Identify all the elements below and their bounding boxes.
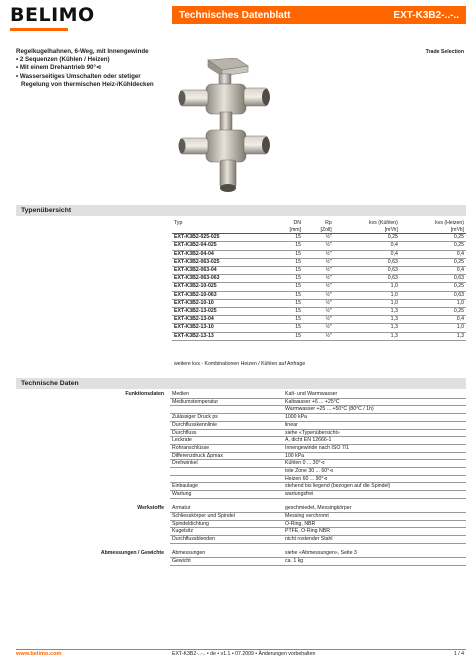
table-row	[172, 308, 466, 316]
table-row	[16, 558, 466, 566]
kvs-heizen-cell: 0,25	[400, 258, 466, 266]
table-row	[16, 475, 466, 483]
type-cell: EXT-K3B2-025-025	[172, 234, 272, 242]
kvs-heizen-cell: 0,25	[400, 308, 466, 316]
kvs-kuehlen-cell: 1,0	[334, 283, 400, 291]
dn-cell: 15	[272, 258, 303, 266]
property-label: Drehwinkel	[170, 460, 283, 468]
kvs-heizen-cell: 0,63	[400, 291, 466, 299]
kvs-kuehlen-cell: 1,3	[334, 316, 400, 324]
property-label: Abmessungen	[170, 550, 283, 557]
group-label	[16, 429, 170, 437]
dn-cell: 15	[272, 242, 303, 250]
property-label: Rohranschlüsse	[170, 444, 283, 452]
table-row	[16, 421, 466, 429]
table-row	[172, 299, 466, 307]
kvs-heizen-cell: 0,63	[400, 275, 466, 283]
property-label: Differenzdruck Δpmax	[170, 452, 283, 460]
types-table-body	[172, 234, 466, 341]
property-label: Leckrate	[170, 437, 283, 445]
property-value: siehe «Abmessungen», Seite 3	[283, 550, 466, 557]
col-unit-typ	[172, 227, 272, 234]
footer-divider	[16, 649, 466, 650]
property-value: PTFE, O-Ring NBR	[283, 528, 466, 536]
dn-cell: 15	[272, 291, 303, 299]
kvs-heizen-cell: 1,0	[400, 324, 466, 332]
type-cell: EXT-K3B2-063-063	[172, 275, 272, 283]
table-row	[16, 398, 466, 406]
kvs-kuehlen-cell: 0,63	[334, 267, 400, 275]
valve-product-image	[178, 58, 278, 198]
col-header-typ: Typ	[174, 220, 183, 226]
technical-data-body	[16, 391, 466, 565]
rp-cell: ½"	[303, 242, 334, 250]
rp-cell: ½"	[303, 250, 334, 258]
property-value: wartungsfrei	[283, 491, 466, 499]
table-row	[16, 528, 466, 536]
col-header-kvs-heizen: kvs (Heizen)	[435, 220, 464, 226]
table-row	[172, 283, 466, 291]
table-row	[16, 460, 466, 468]
table-row	[16, 452, 466, 460]
rp-cell: ½"	[303, 234, 334, 242]
col-unit-dn: [mm]	[272, 227, 303, 234]
property-value: geschmiedet, Messingkörper	[283, 505, 466, 512]
kvs-kuehlen-cell: 1,0	[334, 299, 400, 307]
dn-cell: 15	[272, 250, 303, 258]
kvs-heizen-cell: 0,25	[400, 242, 466, 250]
table-row	[172, 242, 466, 250]
dn-cell: 15	[272, 316, 303, 324]
group-label	[16, 406, 170, 414]
col-unit-rp: [Zoll]	[303, 227, 334, 234]
table-row	[16, 483, 466, 491]
group-label: Abmessungen / Gewichte	[100, 550, 164, 557]
table-row	[16, 505, 466, 512]
rp-cell: ½"	[303, 275, 334, 283]
rp-cell: ½"	[303, 299, 334, 307]
kvs-kuehlen-cell: 0,4	[334, 250, 400, 258]
property-label	[170, 475, 283, 483]
col-header-rp: Rp	[325, 220, 332, 226]
type-cell: EXT-K3B2-13-13	[172, 332, 272, 340]
dn-cell: 15	[272, 234, 303, 242]
property-value: nicht rostender Stahl	[283, 536, 466, 544]
kvs-heizen-cell: 0,4	[400, 316, 466, 324]
table-row	[16, 513, 466, 521]
group-label: Funktionsdaten	[125, 391, 164, 397]
kvs-heizen-cell: 0,25	[400, 234, 466, 242]
section-technische-daten: Technische Daten	[16, 378, 466, 389]
group-label	[16, 513, 170, 521]
type-cell: EXT-K3B2-13-04	[172, 316, 272, 324]
group-label	[16, 421, 170, 429]
property-label: Mediumstemperatur	[170, 398, 283, 406]
property-label: Durchflussblenden	[170, 536, 283, 544]
property-value: tote Zone 30 ... 60°⊲	[283, 468, 466, 476]
footer-document-info: EXT-K3B2-..-.. • de • v1.1 • 07.2009 • Änderungen vorbehalten	[172, 651, 316, 657]
technical-data-table	[16, 391, 466, 566]
footer-website-link[interactable]: www.belimo.com	[16, 651, 62, 657]
table-row	[16, 406, 466, 414]
table-row	[172, 258, 466, 266]
rp-cell: ½"	[303, 308, 334, 316]
footer-page-number: 1 / 4	[453, 651, 464, 657]
type-cell: EXT-K3B2-13-10	[172, 324, 272, 332]
col-header-dn: DN	[293, 220, 302, 226]
table-row	[16, 550, 466, 557]
property-value: Kühlen 0 ... 30°⊲	[283, 460, 466, 468]
group-label	[16, 468, 170, 476]
kvs-kuehlen-cell: 1,3	[334, 332, 400, 340]
group-label: Werkstoffe	[137, 505, 164, 512]
kvs-kuehlen-cell: 1,0	[334, 291, 400, 299]
table-row	[172, 332, 466, 340]
product-code: EXT-K3B2-..-..	[393, 9, 459, 21]
type-cell: EXT-K3B2-04-025	[172, 242, 272, 250]
dn-cell: 15	[272, 299, 303, 307]
rp-cell: ½"	[303, 258, 334, 266]
product-intro	[16, 48, 166, 89]
property-label: Schliesskörper und Spindel	[170, 513, 283, 521]
property-label: Durchfluss	[170, 429, 283, 437]
property-label: Kugelsitz	[170, 528, 283, 536]
table-row	[172, 291, 466, 299]
table-row	[16, 468, 466, 476]
col-header-kvs-kuehlen: kvs (Kühlen)	[369, 220, 398, 226]
type-cell: EXT-K3B2-063-04	[172, 267, 272, 275]
property-label: Einbaulage	[170, 483, 283, 491]
kvs-heizen-cell: 1,0	[400, 299, 466, 307]
table-row	[16, 444, 466, 452]
feature-item: • 2 Sequenzen (Kühlen / Heizen)	[16, 56, 110, 64]
rp-cell: ½"	[303, 267, 334, 275]
kvs-combination-note: weitere kvs - Kombinationen Heizen / Kühlen auf Anfrage	[174, 361, 306, 367]
group-spacer	[16, 498, 466, 505]
property-value: Kaltwasser +6 ... +25°C	[283, 398, 466, 406]
table-row	[172, 267, 466, 275]
table-row	[16, 520, 466, 528]
kvs-heizen-cell: 1,3	[400, 332, 466, 340]
table-row	[172, 250, 466, 258]
kvs-kuehlen-cell: 0,25	[334, 234, 400, 242]
property-label: Medien	[170, 391, 283, 398]
property-value: ca. 1 kg	[283, 558, 466, 566]
feature-item: • Mit einem Drehantrieb 90°⊲	[16, 64, 102, 72]
type-cell: EXT-K3B2-063-025	[172, 258, 272, 266]
group-label	[16, 558, 170, 566]
type-cell: EXT-K3B2-04-04	[172, 250, 272, 258]
property-label: Zulässiger Druck ps	[170, 414, 283, 422]
table-row	[172, 234, 466, 242]
kvs-kuehlen-cell: 0,63	[334, 275, 400, 283]
group-label	[16, 483, 170, 491]
dn-cell: 15	[272, 324, 303, 332]
table-row	[16, 391, 466, 398]
table-row	[172, 324, 466, 332]
kvs-kuehlen-cell: 1,3	[334, 308, 400, 316]
feature-list	[16, 56, 166, 89]
table-row	[16, 414, 466, 422]
group-label	[16, 398, 170, 406]
group-label	[16, 520, 170, 528]
property-value: linear	[283, 421, 466, 429]
group-label	[16, 528, 170, 536]
property-value: Innengewinde nach ISO 7/1	[283, 444, 466, 452]
group-label	[16, 460, 170, 468]
property-value: Messing verchromt	[283, 513, 466, 521]
property-value: Warmwasser +25 ... +50°C (80°C / 1h)	[283, 406, 466, 414]
document-title: Technisches Datenblatt	[179, 9, 291, 21]
group-label	[16, 452, 170, 460]
type-cell: EXT-K3B2-10-10	[172, 299, 272, 307]
table-row	[172, 316, 466, 324]
property-value: 100 kPa	[283, 452, 466, 460]
belimo-logo: BELIMO	[10, 4, 95, 26]
table-row	[172, 275, 466, 283]
rp-cell: ½"	[303, 324, 334, 332]
table-row	[16, 491, 466, 499]
group-spacer	[16, 543, 466, 550]
group-label	[16, 491, 170, 499]
trade-selection-label: Trade Selection	[425, 49, 464, 55]
kvs-heizen-cell: 0,25	[400, 283, 466, 291]
property-label: Durchflusskennlinie	[170, 421, 283, 429]
group-label	[16, 444, 170, 452]
kvs-heizen-cell: 0,4	[400, 267, 466, 275]
dn-cell: 15	[272, 283, 303, 291]
table-row	[16, 536, 466, 544]
property-label: Wartung	[170, 491, 283, 499]
property-label: Armatur	[170, 505, 283, 512]
dn-cell: 15	[272, 332, 303, 340]
group-label	[16, 414, 170, 422]
table-row	[16, 437, 466, 445]
type-cell: EXT-K3B2-13-025	[172, 308, 272, 316]
table-row	[16, 429, 466, 437]
property-value: Kalt- und Warmwasser	[283, 391, 466, 398]
property-value: A, dicht EN 12666-1	[283, 437, 466, 445]
section-typenuebersicht: Typenübersicht	[16, 205, 466, 216]
product-description: Regelkugelhahnen, 6-Weg, mit Innengewinde	[16, 48, 149, 55]
dn-cell: 15	[272, 275, 303, 283]
group-label	[16, 475, 170, 483]
property-value: stehend bis liegend (bezogen auf die Spindel)	[283, 483, 466, 491]
rp-cell: ½"	[303, 291, 334, 299]
kvs-kuehlen-cell: 1,3	[334, 324, 400, 332]
property-value: Heizen 60 ... 90°⊲	[283, 475, 466, 483]
spacer-cell	[16, 543, 466, 550]
property-value: O-Ring, NBR	[283, 520, 466, 528]
rp-cell: ½"	[303, 316, 334, 324]
group-label	[16, 536, 170, 544]
col-unit-kvs-kuehlen: [m³/h]	[334, 227, 400, 234]
property-label	[170, 468, 283, 476]
dn-cell: 15	[272, 308, 303, 316]
group-label	[16, 437, 170, 445]
rp-cell: ½"	[303, 332, 334, 340]
kvs-kuehlen-cell: 0,63	[334, 258, 400, 266]
property-label	[170, 406, 283, 414]
dn-cell: 15	[272, 267, 303, 275]
feature-item: • Wasserseitiges Umschalten oder stetiger Regelung von thermischen Heiz-/Kühldecken	[16, 72, 154, 88]
col-unit-kvs-heizen: [m³/h]	[400, 227, 466, 234]
header-bar	[172, 6, 466, 24]
property-value: siehe «Typenübersicht»	[283, 429, 466, 437]
spacer-cell	[16, 498, 466, 505]
type-cell: EXT-K3B2-10-025	[172, 283, 272, 291]
type-cell: EXT-K3B2-10-063	[172, 291, 272, 299]
rp-cell: ½"	[303, 283, 334, 291]
types-table	[172, 220, 466, 341]
property-label: Spindeldichtung	[170, 520, 283, 528]
property-value: 1000 kPa	[283, 414, 466, 422]
property-label: Gewicht	[170, 558, 283, 566]
kvs-heizen-cell: 0,4	[400, 250, 466, 258]
logo-underline	[10, 28, 68, 31]
kvs-kuehlen-cell: 0,4	[334, 242, 400, 250]
